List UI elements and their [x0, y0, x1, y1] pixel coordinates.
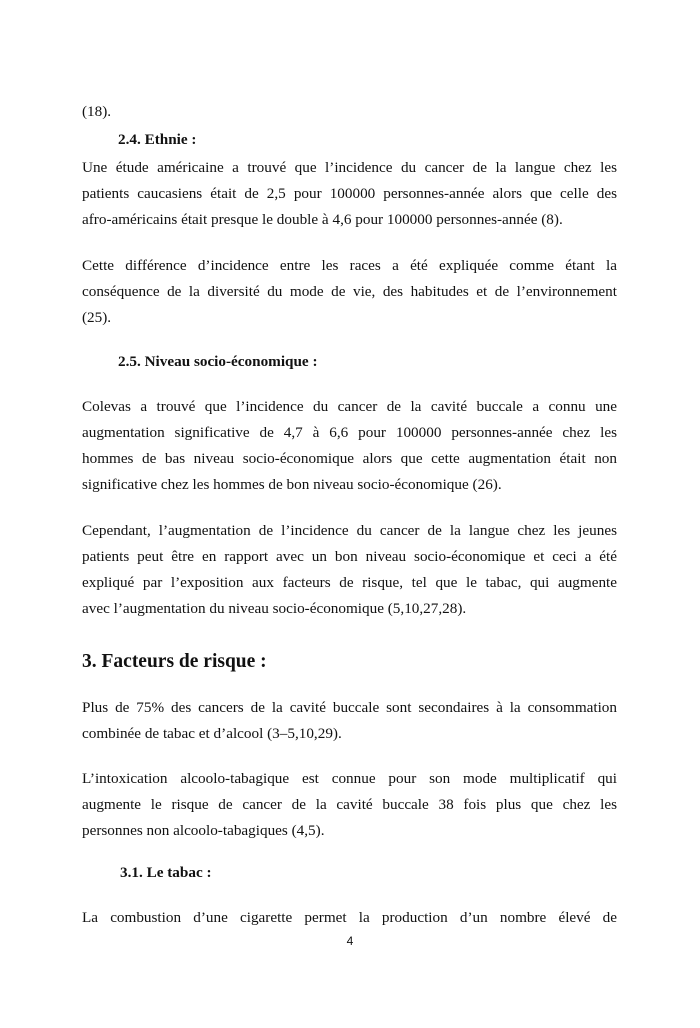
text-line: Une étude américaine a trouvé que l’incidence du cancer de la langue chez les [82, 159, 617, 176]
paragraph-risque-2 [82, 766, 617, 844]
text-line: avec l’augmentation du niveau socio-économique (5,10,27,28). [82, 600, 467, 617]
text-line: hommes de bas niveau socio-économique alors que cette augmentation était non [82, 450, 617, 467]
heading-niveau-socio-economique: 2.5. Niveau socio-économique : [118, 353, 318, 370]
text-line: patients peut être en rapport avec un bon niveau socio-économique et ceci a été [82, 548, 617, 565]
text-line: Colevas a trouvé que l’incidence du cancer de la cavité buccale a connu une [82, 398, 617, 415]
paragraph-risque-1 [82, 695, 617, 747]
text-line: (18). [82, 103, 112, 120]
text-line: augmente le risque de cancer de la cavité buccale 38 fois plus que chez les [82, 796, 617, 813]
text-line: significative chez les hommes de bon niveau socio-économique (26). [82, 476, 502, 493]
text-line: Cette différence d’incidence entre les races a été expliquée comme étant la [82, 257, 617, 274]
heading-facteurs-de-risque: 3. Facteurs de risque : [82, 651, 267, 672]
paragraph-ethnie-1 [82, 155, 617, 233]
heading-le-tabac: 3.1. Le tabac : [120, 864, 212, 881]
text-line: Plus de 75% des cancers de la cavité buccale sont secondaires à la consommation [82, 699, 617, 716]
text-line: (25). [82, 309, 112, 326]
paragraph-socio-2 [82, 518, 617, 622]
text-line: conséquence de la diversité du mode de vie, des habitudes et de l’environnement [82, 283, 617, 300]
text-line: Cependant, l’augmentation de l’incidence du cancer de la langue chez les jeunes [82, 522, 617, 539]
text-line: expliqué par l’exposition aux facteurs de risque, tel que le tabac, qui augmente [82, 574, 617, 591]
text-line: personnes non alcoolo-tabagiques (4,5). [82, 822, 325, 839]
text-line: L’intoxication alcoolo-tabagique est connue pour son mode multiplicatif qui [82, 770, 617, 787]
paragraph-tabac-1 [82, 905, 617, 931]
text-line: patients caucasiens était de 2,5 pour 100000 personnes-année alors que celle des [82, 185, 617, 202]
text-line: combinée de tabac et d’alcool (3–5,10,29). [82, 725, 342, 742]
text-line: afro-américains était presque le double à 4,6 pour 100000 personnes-année (8). [82, 211, 563, 228]
text-line: La combustion d’une cigarette permet la production d’un nombre élevé de [82, 909, 617, 926]
paragraph-ethnie-2 [82, 253, 617, 331]
page-number: 4 [346, 934, 354, 948]
lead-fragment [82, 99, 617, 125]
paragraph-socio-1 [82, 394, 617, 498]
text-line: augmentation significative de 4,7 à 6,6 pour 100000 personnes-année chez les [82, 424, 617, 441]
heading-ethnie: 2.4. Ethnie : [118, 131, 197, 148]
